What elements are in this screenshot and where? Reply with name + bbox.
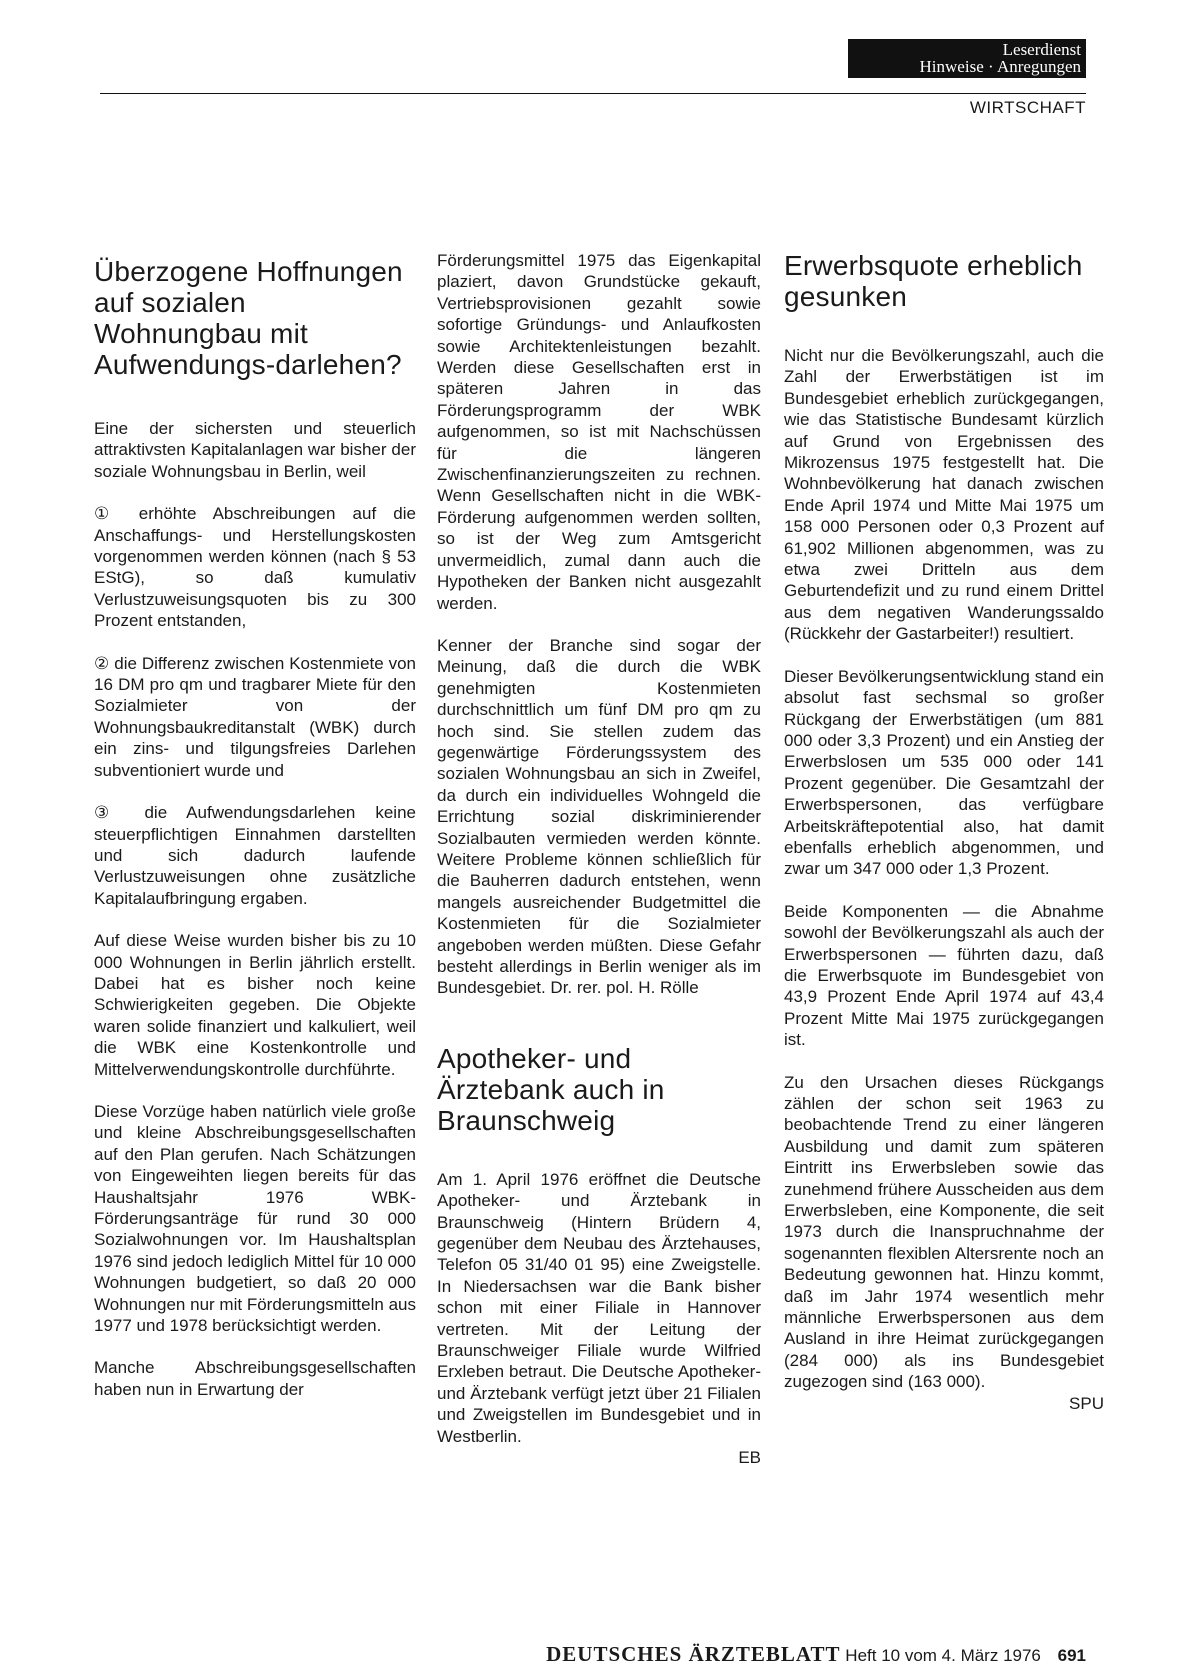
paragraph: ① erhöhte Abschreibungen auf die Anschaffungs- und Herstellungskosten vorgenommen werden können (nach § 53 EStG), so daß kumulativ Verlustzuweisungsquoten bis zu 300 Prozent entstanden, <box>94 504 416 631</box>
badge-line-2: Hinweise · Anregungen <box>919 57 1081 76</box>
header-rule <box>100 93 1086 94</box>
article-2-body: Am 1. April 1976 eröffnet die Deutsche Apotheker- und Ärztebank in Braunschweig (Hintern Brüdern 4, gegenüber dem Neubau des Ärztehauses, Telefon 05 31/40 01 95) eine Zweigstelle. In Niedersachsen war die Bank bisher schon mit einer Filiale in Hannover vertreten. Mit der Leitung der Braunschweiger Filiale wurde Wilfried Erxleben betraut. Die Deutsche Apotheker- und Ärztebank verfügt jetzt über 21 Filialen und Zweigstellen im Bundesgebiet und in Westberlin. <box>437 1169 761 1446</box>
paragraph: Nicht nur die Bevölkerungszahl, auch die Zahl der Erwerbstätigen ist im Bundesgebiet erheblich zurückgegangen, wie das Statistische Bundesamt kürzlich auf Grund von Ergebnissen des Mikrozensus 1975 festgestellt hat. Die Wohnbevölkerung hat danach zwischen Ende April 1974 und Mitte Mai 1975 um 158 000 Personen oder 0,3 Prozent auf 61,902 Millionen abgenommen, was zu etwa zwei Dritteln aus dem Geburtendefizit und zu rund einem Drittel aus dem negativen Wanderungssaldo (Rückkehr der Gastarbeiter!) resultiert. <box>784 346 1104 644</box>
article-3-signature: SPU <box>1069 1393 1104 1413</box>
article-2-signature: EB <box>738 1448 761 1468</box>
paragraph <box>437 1169 761 1447</box>
page-number: 691 <box>1057 1646 1086 1665</box>
page-footer <box>546 1642 1086 1667</box>
column-3 <box>784 250 1104 1414</box>
article-1-headline: Überzogene Hoffnungen auf sozialen Wohnungbau mit Aufwendungs-darlehen? <box>94 256 403 380</box>
signature-line <box>784 1393 1104 1414</box>
paragraph: Manche Abschreibungsgesellschaften haben nun in Erwartung der <box>94 1358 416 1399</box>
paragraph: Diese Vorzüge haben natürlich viele große und kleine Abschreibungsgesellschaften auf den Plan gerufen. Nach Schätzungen von Eingeweihten liegen bereits für das Haushaltsjahr 1976 WBK-Förderungsanträge für rund 30 000 Sozialwohnungen vor. Im Haushaltsplan 1976 sind jedoch lediglich Mittel für 10 000 Wohnungen budgetiert, so daß 20 000 Wohnungen nur mit Förderungsmitteln aus 1977 und 1978 berücksichtigt werden. <box>94 1101 416 1336</box>
paragraph: Eine der sichersten und steuerlich attraktivsten Kapitalanlagen war bisher der soziale Wohnungsbau in Berlin, weil <box>94 419 416 481</box>
section-rubric: WIRTSCHAFT <box>969 98 1086 117</box>
issue-info: Heft 10 vom 4. März 1976 <box>845 1646 1041 1665</box>
paragraph <box>784 1072 1104 1393</box>
section-badge <box>848 39 1086 78</box>
paragraph: ② die Differenz zwischen Kostenmiete von 16 DM pro qm und tragbarer Miete für den Sozialmieter von der Wohnungsbaukreditanstalt (WBK) durch ein zins- und tilgungsfreies Darlehen subventioniert wurde und <box>94 653 416 780</box>
article-3-last-paragraph: Zu den Ursachen dieses Rückgangs zählen der schon seit 1963 zu beobachtende Trend zu einer längeren Ausbildung und damit zum späteren Eintritt ins Erwerbsleben sowie das zunehmend frühere Ausscheiden aus dem Erwerbsleben, eine Komponente, die seit 1973 durch die Inanspruchnahme der sogenannten flexiblen Altersrente noch an Bedeutung gewonnen hat. Hinzu kommt, daß im Jahr 1974 wesentlich mehr männliche Erwerbspersonen aus dem Ausland in ihre Heimat zurückgegangen (284 000) als ins Bundesgebiet zugezogen sind (163 000). <box>784 1072 1104 1392</box>
article-3-headline: Erwerbsquote erheblich gesunken <box>784 250 1083 312</box>
column-2 <box>437 250 761 1469</box>
column-1 <box>94 256 416 1421</box>
paragraph: Kenner der Branche sind sogar der Meinung, daß die durch die WBK genehmigten Kostenmieten durchschnittlich um fünf DM pro qm zu hoch sind. Sie stellen zudem das gegenwärtige Förderungssystem des sozialen Wohnungsbau an sich in Zweifel, da durch ein individuelles Wohngeld die Errichtung sozial diskriminierender Sozialbauten vermieden werden könnte. Weitere Probleme können schließlich für die Bauherren dadurch entstehen, wenn mangels ausreichender Budgetmittel die Kostenmieten für die Sozialmieter angeboben werden müßten. Diese Gefahr besteht allerdings in Berlin weniger als im Bundesgebiet. Dr. rer. pol. H. Rölle <box>437 635 761 998</box>
article-2-headline: Apotheker- und Ärztebank auch in Braunschweig <box>437 1042 665 1136</box>
paragraph: Auf diese Weise wurden bisher bis zu 10 000 Wohnungen in Berlin jährlich erstellt. Dabei hat es bisher noch keine Schwierigkeiten gegeben. Die Objekte waren solide finanziert und kalkuliert, weil die WBK eine Kostenkontrolle und Mittelverwendungskontrolle durchführte. <box>94 931 416 1079</box>
signature-line <box>437 1447 761 1468</box>
journal-name: DEUTSCHES ÄRZTEBLATT <box>546 1642 841 1666</box>
paragraph: ③ die Aufwendungsdarlehen keine steuerpflichtigen Einnahmen darstellten und sich dadurch laufende Verlustzuweisungen ohne zusätzliche Kapitalaufbringung ergaben. <box>94 803 416 908</box>
paragraph: Dieser Bevölkerungsentwicklung stand ein absolut fast sechsmal so großer Rückgang der Erwerbstätigen (um 881 000 oder 3,3 Prozent) und ein Anstieg der Erwerbslosen um 535 000 oder 141 Prozent gegenüber. Die Gesamtzahl der Erwerbspersonen, das verfügbare Arbeitskräftepotential also, hat damit ebenfalls erheblich abgenommen, und zwar um 347 000 oder 1,3 Prozent. <box>784 666 1104 879</box>
paragraph: Förderungsmittel 1975 das Eigenkapital plaziert, davon Grundstücke gekauft, Vertriebsprovisionen gezahlt sowie sofortige Gründungs- und Anlaufkosten sowie Architektenleistungen bezahlt. Werden diese Gesellschaften erst in späteren Jahren in das Förderungsprogramm der WBK aufgenommen, so ist mit Nachschüssen für die längeren Zwischenfinanzierungszeiten zu rechnen. Wenn Gesellschaften nicht in die WBK-Förderung aufgenommen werden sollten, so ist der Weg zum Amtsgericht unvermeidlich, zumal dann auch die Hypotheken der Banken nicht ausgezahlt werden. <box>437 251 761 613</box>
badge-line-1: Leserdienst <box>1002 40 1081 59</box>
paragraph: Beide Komponenten — die Abnahme sowohl der Bevölkerungszahl als auch der Erwerbspersonen — führten dazu, daß die Erwerbsquote im Bundesgebiet von 43,9 Prozent Ende April 1974 auf 43,4 Prozent Mitte Mai 1975 zurückgegangen ist. <box>784 901 1104 1050</box>
